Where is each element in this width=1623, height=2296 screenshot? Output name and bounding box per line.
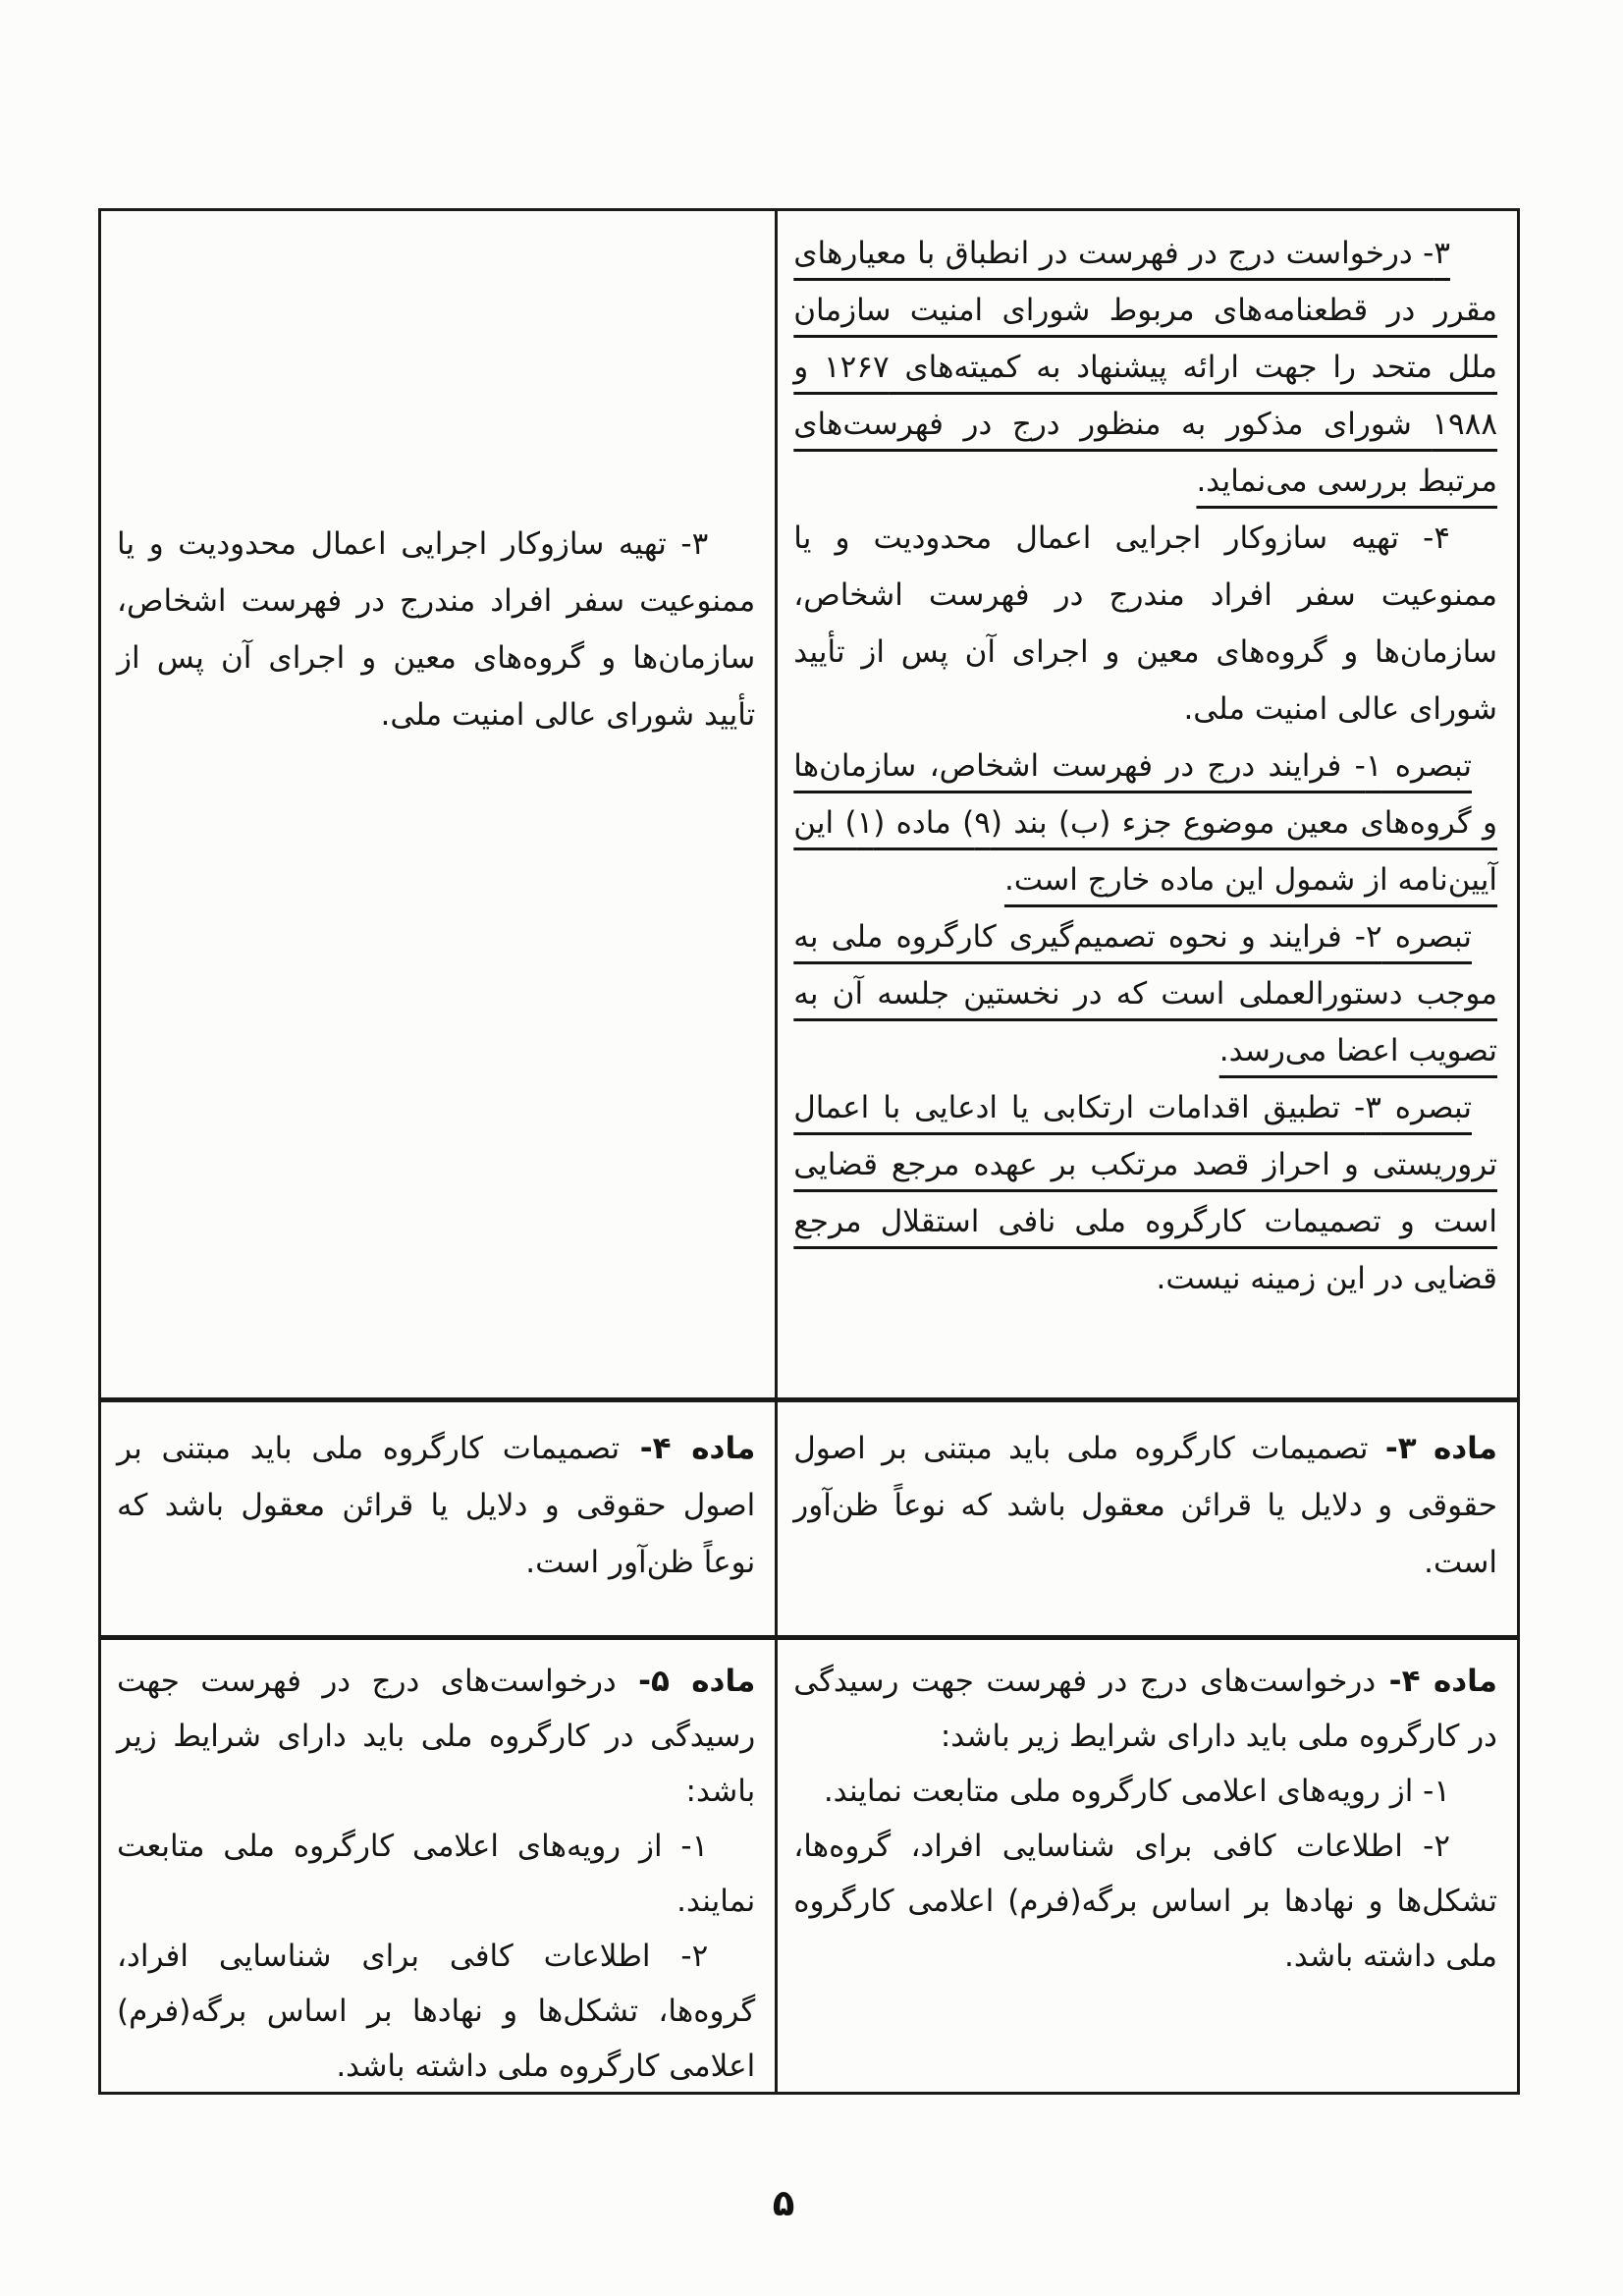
article-label: ماده ۴- xyxy=(620,1431,756,1466)
condition-1 xyxy=(793,1764,1497,1819)
article-4 xyxy=(117,1420,755,1591)
article-label: ماده ۳- xyxy=(1368,1431,1497,1466)
condition-2 xyxy=(117,1929,755,2092)
note-3 xyxy=(793,1079,1497,1307)
paragraph-text: درخواست‌های درج در فهرست جهت رسیدگی در کارگروه ملی باید دارای شرایط زیر باشد: xyxy=(117,1664,756,1809)
table-cell-row3-right xyxy=(778,1635,1517,2092)
table-cell-row3-left xyxy=(101,1635,778,2092)
clause-4-travel-restriction xyxy=(793,510,1497,738)
table-cell-row2-right xyxy=(778,1397,1517,1635)
article-3 xyxy=(793,1420,1497,1591)
condition-1 xyxy=(117,1819,755,1929)
article-label: ماده ۴- xyxy=(1376,1664,1497,1699)
paragraph-text: ۴- تهیه سازوکار اجرایی اعمال محدودیت و یا ممنوعیت سفر افراد مندرج در فهرست اشخاص، سازمان‌ها و گروه‌های معین و اجرای آن پس از تأیید شورای عالی امنیت ملی. xyxy=(793,520,1497,727)
paragraph-text: تصمیمات کارگروه ملی باید مبتنی بر اصول حقوقی و دلایل یا قرائن معقول باشد که نوعاً ظن‌آور است. xyxy=(793,1431,1497,1580)
paragraph-text: ۲- اطلاعات کافی برای شناسایی افراد، گروه‌ها، تشکل‌ها و نهادها بر اساس برگه(فرم) اعلامی کارگروه ملی داشته باشد. xyxy=(117,1939,756,2084)
article-label: ماده ۵- xyxy=(616,1664,756,1699)
note-1 xyxy=(793,738,1497,908)
condition-2 xyxy=(793,1819,1497,1984)
table-cell-row1-left xyxy=(101,211,778,1397)
paragraph-text: ۱- از رویه‌های اعلامی کارگروه ملی متابعت نمایند. xyxy=(117,1829,756,1919)
paragraph-text: درخواست‌های درج در فهرست جهت رسیدگی در کارگروه ملی باید دارای شرایط زیر باشد: xyxy=(793,1664,1497,1754)
note-2 xyxy=(793,908,1497,1079)
paragraph-text: ۳- درخواست درج در فهرست در انطباق با معیارهای مقرر در قطعنامه‌های مربوط شورای امنیت سازمان ملل متحد را جهت ارائه پیشنهاد به کمیته‌های ۱۲۶۷ و ۱۹۸۸ شورای مذکور به منظور درج در فهرست‌های مرتبط بررسی می‌نماید. xyxy=(793,236,1498,499)
paragraph-text: تبصره ۱- فرایند درج در فهرست اشخاص، سازمان‌ها و گروه‌های معین موضوع جزء (ب) بند (۹) ماده (۱) این آیین‌نامه از شمول این ماده خارج است. xyxy=(793,748,1497,898)
paragraph-text: ۲- اطلاعات کافی برای شناسایی افراد، گروه‌ها، تشکل‌ها و نهادها بر اساس برگه(فرم) اعلامی کارگروه ملی داشته باشد. xyxy=(793,1829,1497,1974)
regulation-comparison-table xyxy=(98,208,1520,2095)
paragraph-text: تصمیمات کارگروه ملی باید مبتنی بر اصول حقوقی و دلایل یا قرائن معقول باشد که نوعاً ظن‌آور است. xyxy=(117,1431,756,1580)
clause-3-old-version xyxy=(117,516,755,743)
paragraph-text: ۱- از رویه‌های اعلامی کارگروه ملی متابعت نمایند. xyxy=(823,1774,1450,1809)
paragraph-text-underlined: تبصره ۳- تطبیق اقدامات ارتکابی یا ادعایی با اعمال تروریستی و احراز قصد مرتکب بر عهده مرجع قضایی است و تصمیمات کارگروه ملی نافی استقلال مرجع xyxy=(793,1090,1497,1239)
article-4-new xyxy=(793,1654,1497,1764)
table-cell-row2-left xyxy=(101,1397,778,1635)
table-cell-row1-right xyxy=(778,211,1517,1397)
article-5 xyxy=(117,1654,755,1819)
paragraph-text-tail: قضایی در این زمینه نیست. xyxy=(1156,1261,1497,1296)
page-number: ۵ xyxy=(772,2182,795,2224)
clause-3-listing-request xyxy=(793,225,1497,510)
paragraph-text: تبصره ۲- فرایند و نحوه تصمیم‌گیری کارگروه ملی به موجب دستورالعملی است که در نخستین جلسه آن به تصویب اعضا می‌رسد. xyxy=(793,919,1497,1068)
paragraph-text: ۳- تهیه سازوکار اجرایی اعمال محدودیت و یا ممنوعیت سفر افراد مندرج در فهرست اشخاص، سازمان‌ها و گروه‌های معین و اجرای آن پس از تأیید شورای عالی امنیت ملی. xyxy=(117,526,756,733)
